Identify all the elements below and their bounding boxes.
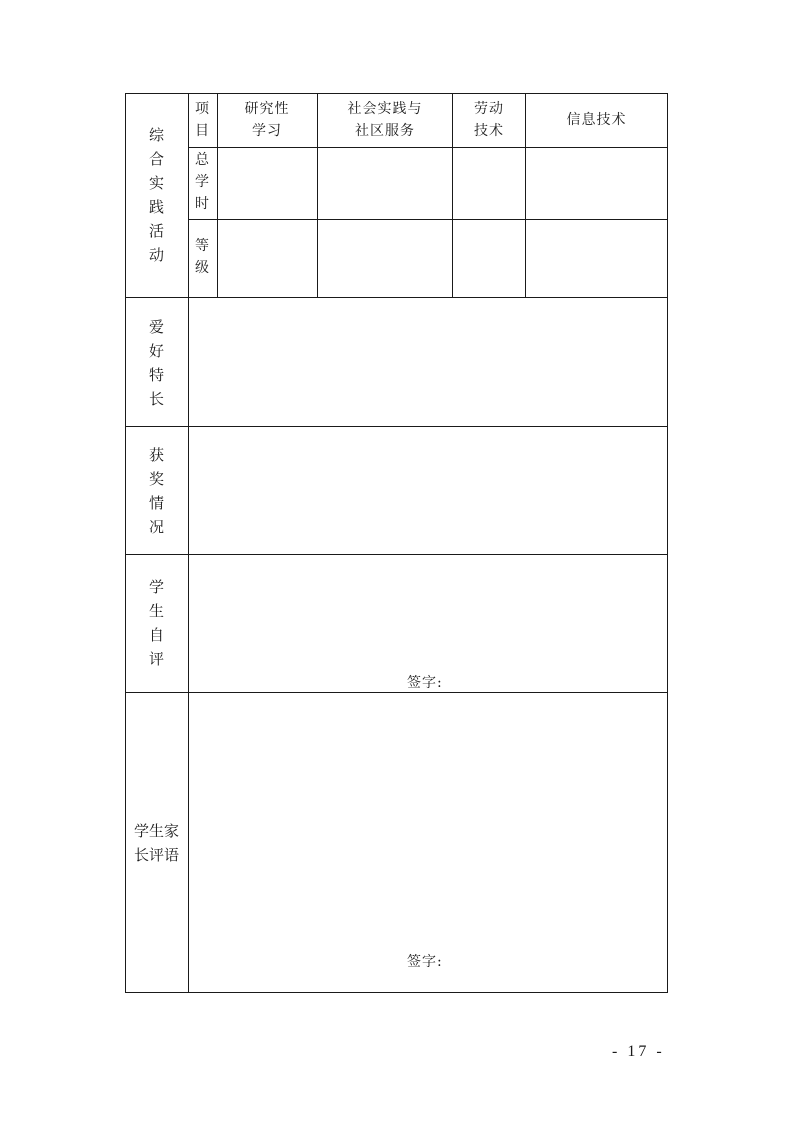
row-total-hours-cell bbox=[188, 149, 217, 215]
label-comprehensive-practice bbox=[125, 123, 188, 267]
table-border-bottom bbox=[125, 992, 668, 993]
header-research-cell bbox=[223, 98, 311, 142]
header-item-cell bbox=[188, 98, 217, 142]
parent-eval-signature-label: 签字: bbox=[407, 954, 443, 970]
table-border-top bbox=[125, 93, 668, 94]
header-research: 研究性学习 bbox=[244, 101, 290, 139]
divider-after-awards bbox=[125, 554, 668, 555]
page-number: - 17 - bbox=[612, 1043, 665, 1060]
header-social-cell bbox=[320, 98, 450, 142]
row-total-hours: 总学时 bbox=[195, 152, 210, 212]
divider-after-hobbies bbox=[125, 426, 668, 427]
row-grade-cell bbox=[188, 235, 217, 279]
label-hobbies-text: 爱好特长 bbox=[148, 318, 164, 408]
label-parent-evaluation bbox=[125, 819, 188, 867]
header-labor: 劳动技术 bbox=[474, 101, 504, 139]
header-it-cell bbox=[526, 109, 667, 131]
header-social: 社会实践与社区服务 bbox=[347, 101, 423, 139]
divider-research-col bbox=[317, 93, 318, 297]
header-item: 项目 bbox=[195, 101, 210, 139]
label-awards-text: 获奖情况 bbox=[148, 446, 164, 536]
header-it: 信息技术 bbox=[566, 112, 627, 128]
label-self-eval-text: 学生自评 bbox=[148, 578, 164, 668]
divider-after-header bbox=[188, 147, 668, 148]
header-labor-cell bbox=[454, 98, 524, 142]
row-grade: 等级 bbox=[195, 238, 210, 276]
label-awards bbox=[125, 443, 188, 539]
label-hobbies bbox=[125, 315, 188, 411]
divider-after-activities bbox=[125, 297, 668, 298]
divider-item-col bbox=[217, 93, 218, 297]
table-border-right bbox=[667, 93, 668, 993]
label-parent-eval-line1: 学生家 bbox=[133, 822, 179, 840]
divider-social-col bbox=[452, 93, 453, 297]
label-comprehensive-text: 综合实践活动 bbox=[148, 126, 164, 264]
label-parent-eval-line2: 长评语 bbox=[133, 846, 179, 864]
evaluation-form-table bbox=[125, 93, 668, 993]
divider-after-hours bbox=[188, 219, 668, 220]
self-eval-signature-label: 签字: bbox=[407, 675, 443, 691]
label-column-divider bbox=[188, 93, 189, 993]
label-self-evaluation bbox=[125, 575, 188, 671]
divider-after-self-eval bbox=[125, 692, 668, 693]
